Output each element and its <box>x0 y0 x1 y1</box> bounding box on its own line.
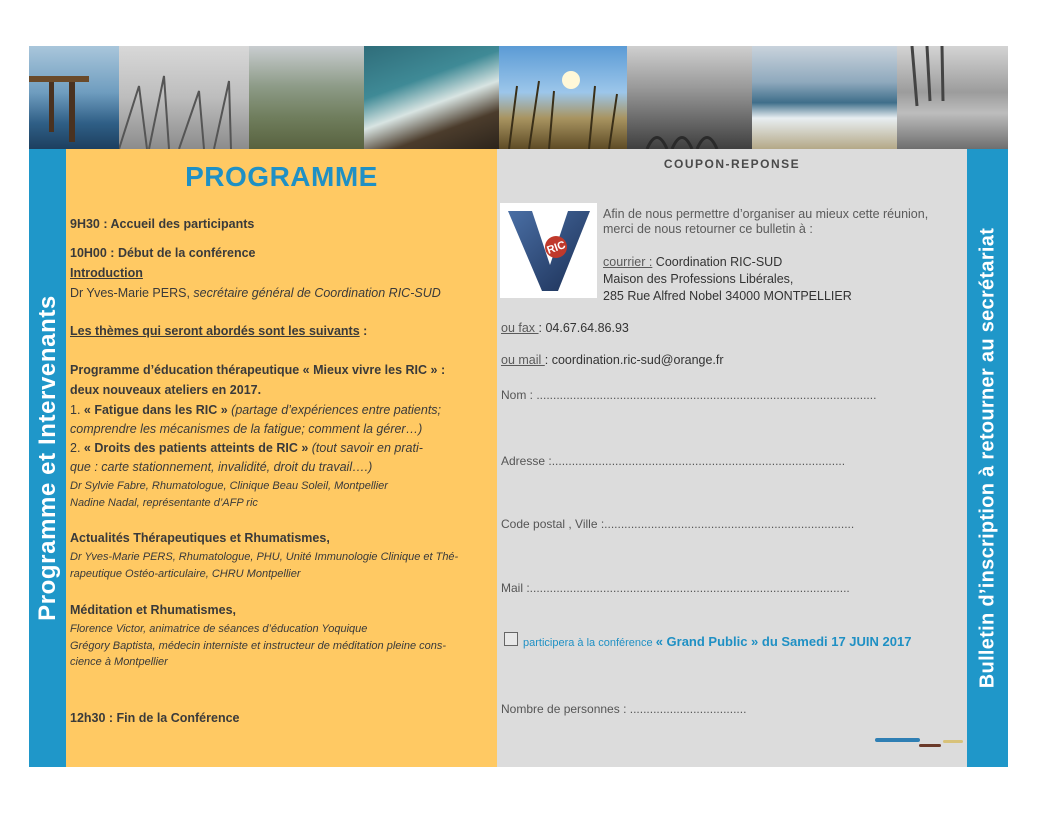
logo-text: RIC <box>545 239 568 257</box>
decorative-bar-brown <box>919 744 941 747</box>
address-line-2: 285 Rue Alfred Nobel 34000 MONTPELLIER <box>603 289 852 303</box>
canal-trees-photo <box>897 46 1008 149</box>
participation-checkbox[interactable] <box>504 632 518 646</box>
workshop-2-num: 2. <box>70 441 84 455</box>
participation-label <box>523 634 911 649</box>
actualites-speaker-1: Dr Yves-Marie PERS, Rhumatologue, PHU, Unité Immunologie Clinique et Thé- <box>70 551 459 563</box>
wave-sea-photo <box>752 46 897 149</box>
grand-public-text: « Grand Public » du Samedi 17 JUIN 2017 <box>655 634 912 649</box>
workshop-1-num: 1. <box>70 403 84 417</box>
code-postal-ville-field[interactable]: Code postal , Ville :........................................................................... <box>501 517 855 531</box>
programme-panel <box>66 149 497 767</box>
decorative-bar-yellow <box>943 740 963 743</box>
courrier-value: Coordination RIC-SUD <box>652 255 783 269</box>
actualites-heading: Actualités Thérapeutiques et Rhumatismes, <box>70 531 330 545</box>
coupon-title: COUPON-REPONSE <box>663 157 801 171</box>
photo-strip <box>29 46 1008 149</box>
mail-field[interactable]: Mail :................................................................................................ <box>501 581 850 595</box>
reeds-sun-photo <box>499 46 627 149</box>
mail-label: ou mail <box>501 353 545 367</box>
decorative-bar-blue <box>875 738 920 742</box>
hills-photo <box>249 46 364 149</box>
meditation-heading: Méditation et Rhumatismes, <box>70 603 236 617</box>
adresse-field[interactable]: Adresse :........................................................................................ <box>501 454 846 468</box>
etp-line-1: Programme d’éducation thérapeutique « Mieux vivre les RIC » : <box>70 363 446 377</box>
workshop-1-line-2: comprendre les mécanismes de la fatigue; comment la gérer…) <box>70 422 423 436</box>
meditation-speaker-3: cience à Montpellier <box>70 656 168 668</box>
intro-speaker-role: secrétaire général de Coordination RIC-SUD <box>193 286 441 300</box>
courrier-label: courrier : <box>603 255 653 269</box>
participation-text: participera à la conférence <box>523 637 656 649</box>
themes-heading <box>70 324 367 338</box>
programme-title: PROGRAMME <box>185 161 378 192</box>
end-line: 12h30 : Fin de la Conférence <box>70 711 240 725</box>
speaker-fabre: Dr Sylvie Fabre, Rhumatologue, Clinique Beau Soleil, Montpellier <box>70 480 388 492</box>
fax-label: ou fax <box>501 321 539 335</box>
workshop-2-title: « Droits des patients atteints de RIC » <box>83 441 309 455</box>
themes-heading-text: Les thèmes qui seront abordés sont les suivants <box>70 324 360 338</box>
left-band-title: Programme et Intervenants <box>33 295 61 621</box>
mail-line <box>501 353 724 367</box>
intro-heading: Introduction <box>70 266 143 280</box>
address-line-1: Maison des Professions Libérales, <box>603 272 794 286</box>
workshop-1-desc: (partage d’expériences entre patients; <box>227 403 442 417</box>
right-band-title: Bulletin d’inscription à retourner au secrétariat <box>976 227 998 689</box>
speaker-nadal: Nadine Nadal, représentante d’AFP ric <box>70 497 258 509</box>
left-side-band <box>29 149 66 767</box>
mail-value: : coordination.ric-sud@orange.fr <box>544 353 724 367</box>
workshop-2 <box>70 441 423 455</box>
meditation-speaker-1: Florence Victor, animatrice de séances d’éducation Yoquique <box>70 623 368 635</box>
coupon-intro-1: Afin de nous permettre d’organiser au mieux cette réunion, <box>603 207 929 221</box>
bridge-town-photo <box>627 46 752 149</box>
fax-value: : 04.67.64.86.93 <box>538 321 629 335</box>
nom-field[interactable]: Nom : ...................................................................................................... <box>501 388 877 402</box>
ric-logo <box>500 203 597 298</box>
waves-aerial-photo <box>364 46 499 149</box>
workshop-2-desc: (tout savoir en prati- <box>308 441 423 455</box>
intro-speaker-name: Dr Yves-Marie PERS, <box>70 286 194 300</box>
coupon-intro-2: merci de nous retourner ce bulletin à : <box>603 222 813 236</box>
workshop-2-line-2: que : carte stationnement, invalidité, droit du travail….) <box>70 460 373 474</box>
etp-line-2: deux nouveaux ateliers en 2017. <box>70 383 262 397</box>
meditation-speaker-2: Grégory Baptista, médecin interniste et instructeur de méditation pleine cons- <box>70 640 447 652</box>
dunes-grass-photo <box>119 46 249 149</box>
themes-colon: : <box>359 324 368 338</box>
start-line: 10H00 : Début de la conférence <box>70 246 256 260</box>
workshop-1 <box>70 403 441 417</box>
pier-photo <box>29 46 119 149</box>
coupon-panel <box>497 149 967 767</box>
intro-speaker <box>70 286 441 300</box>
courrier-line <box>603 255 782 269</box>
nombre-personnes-field[interactable]: Nombre de personnes : ................................... <box>501 702 747 716</box>
actualites-speaker-2: rapeutique Ostéo-articulaire, CHRU Montpellier <box>70 568 301 580</box>
right-side-band <box>967 149 1008 767</box>
workshop-1-title: « Fatigue dans les RIC » <box>83 403 228 417</box>
fax-line <box>501 321 629 335</box>
welcome-line: 9H30 : Accueil des participants <box>70 217 255 231</box>
